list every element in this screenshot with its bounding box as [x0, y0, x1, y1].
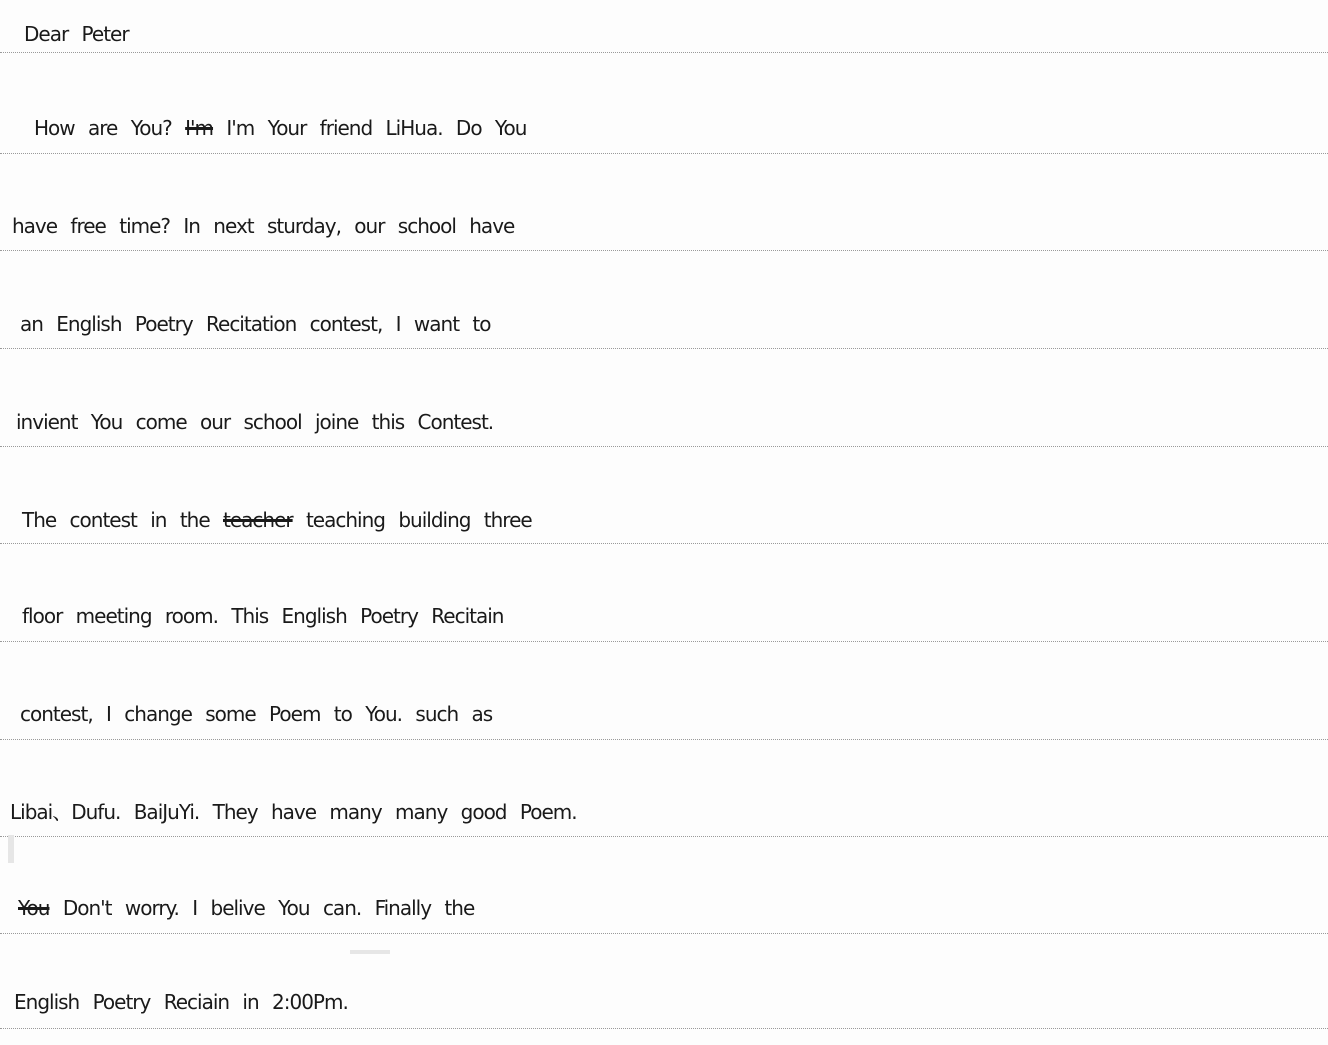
- letter-line: [14, 972, 1328, 1032]
- crossed-out-word: I'm: [185, 116, 214, 140]
- crossed-out-word: teacher: [223, 508, 293, 532]
- line-text: The contest in the: [22, 508, 210, 532]
- line-text: have free time? In next sturday, our school have: [12, 214, 515, 238]
- greeting-text: Dear Peter: [24, 22, 129, 46]
- letter-greeting: [24, 4, 1328, 64]
- letter-line: [20, 294, 1328, 354]
- letter-line: [22, 586, 1328, 646]
- line-text: teaching building three: [305, 508, 532, 532]
- line-text: Libai、Dufu. BaiJuYi. They have many many good Poem.: [10, 800, 577, 824]
- line-text: How are You?: [34, 116, 172, 140]
- letter-line: [10, 782, 1328, 842]
- letter-line: [20, 684, 1328, 744]
- line-text: floor meeting room. This English Poetry Recitain: [22, 604, 504, 628]
- line-text: I'm Your friend LiHua. Do You: [226, 116, 527, 140]
- letter-line: [18, 878, 1328, 938]
- letter-line: [34, 98, 1328, 158]
- letter-line: [16, 392, 1328, 452]
- paper-mark: [350, 950, 390, 954]
- letter-line: [22, 490, 1328, 550]
- line-text: English Poetry Reciain in 2:00Pm.: [14, 990, 348, 1014]
- line-text: an English Poetry Recitation contest, I want to: [20, 312, 491, 336]
- line-text: contest, I change some Poem to You. such as: [20, 702, 493, 726]
- crossed-out-word: You: [18, 896, 50, 920]
- line-text: Don't worry. I belive You can. Finally the: [62, 896, 475, 920]
- letter-line: [12, 196, 1328, 256]
- line-text: invient You come our school joine this Contest.: [16, 410, 494, 434]
